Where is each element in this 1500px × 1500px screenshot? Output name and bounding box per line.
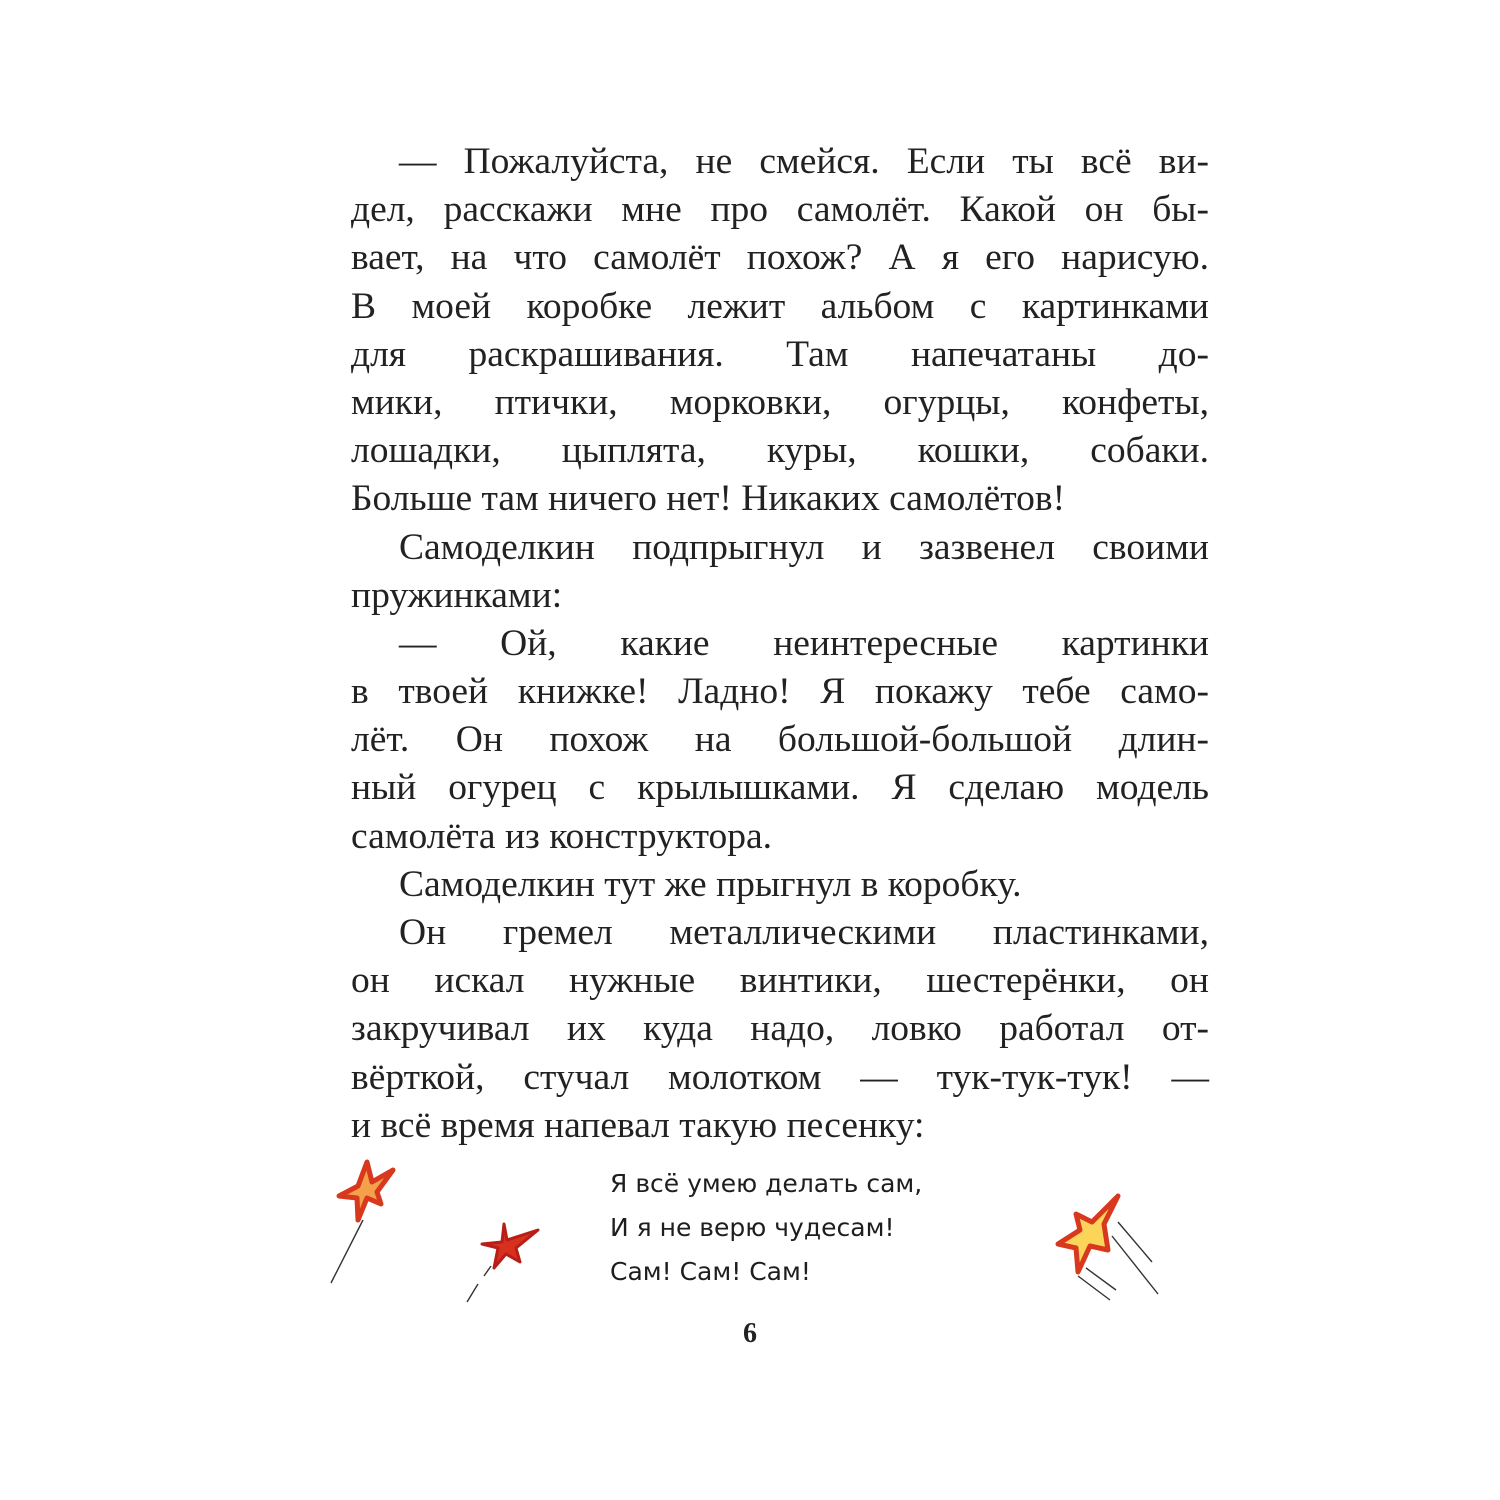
text-line: — Ой, какие неинтересные картинки bbox=[399, 622, 1209, 664]
song-line: Я всё умею делать сам, bbox=[610, 1169, 923, 1198]
text-line: Самоделкин тут же прыгнул в коробку. bbox=[399, 863, 1022, 905]
text-line: В моей коробке лежит альбом с картинками bbox=[351, 285, 1209, 327]
text-line: ный огурец с крылышками. Я сделаю модель bbox=[351, 767, 1209, 809]
text-line: — Пожалуйста, не смейся. Если ты всё ви- bbox=[399, 141, 1209, 182]
text-line: лёт. Он похож на большой-большой длин- bbox=[351, 719, 1209, 761]
yellow-star-icon bbox=[1050, 1188, 1170, 1308]
text-line: мики, птички, морковки, огурцы, конфеты, bbox=[351, 381, 1209, 423]
text-line: в твоей книжке! Ладно! Я покажу тебе само- bbox=[351, 671, 1209, 713]
text-line: Самоделкин подпрыгнул и зазвенел своими bbox=[399, 526, 1209, 568]
text-line: вёрткой, стучал молотком — тук-тук-тук! — bbox=[351, 1056, 1209, 1098]
red-star-icon bbox=[462, 1218, 547, 1308]
text-line: самолёта из конструктора. bbox=[351, 815, 772, 857]
orange-star-icon bbox=[325, 1158, 405, 1288]
text-line: пружинками: bbox=[351, 574, 563, 616]
text-line: и всё время напевал такую песенку: bbox=[351, 1104, 925, 1146]
text-line: дел, расскажи мне про самолёт. Какой он бы- bbox=[351, 189, 1209, 231]
body-text bbox=[351, 138, 1209, 1150]
song-verse bbox=[610, 1162, 922, 1294]
text-line: вает, на что самолёт похож? А я его нарисую. bbox=[351, 237, 1209, 279]
song-line: И я не верю чудесам! bbox=[610, 1213, 895, 1242]
text-line: Он гремел металлическими пластинками, bbox=[399, 912, 1209, 953]
song-line: Сам! Сам! Сам! bbox=[610, 1257, 811, 1286]
text-line: он искал нужные винтики, шестерёнки, он bbox=[351, 960, 1209, 1002]
text-line: для раскрашивания. Там напечатаны до- bbox=[351, 333, 1209, 375]
text-line: Больше там ничего нет! Никаких самолётов! bbox=[351, 478, 1066, 520]
text-line: лошадки, цыплята, куры, кошки, собаки. bbox=[351, 430, 1209, 472]
page-number: 6 bbox=[743, 1318, 757, 1349]
text-line: закручивал их куда надо, ловко работал от- bbox=[351, 1008, 1209, 1050]
